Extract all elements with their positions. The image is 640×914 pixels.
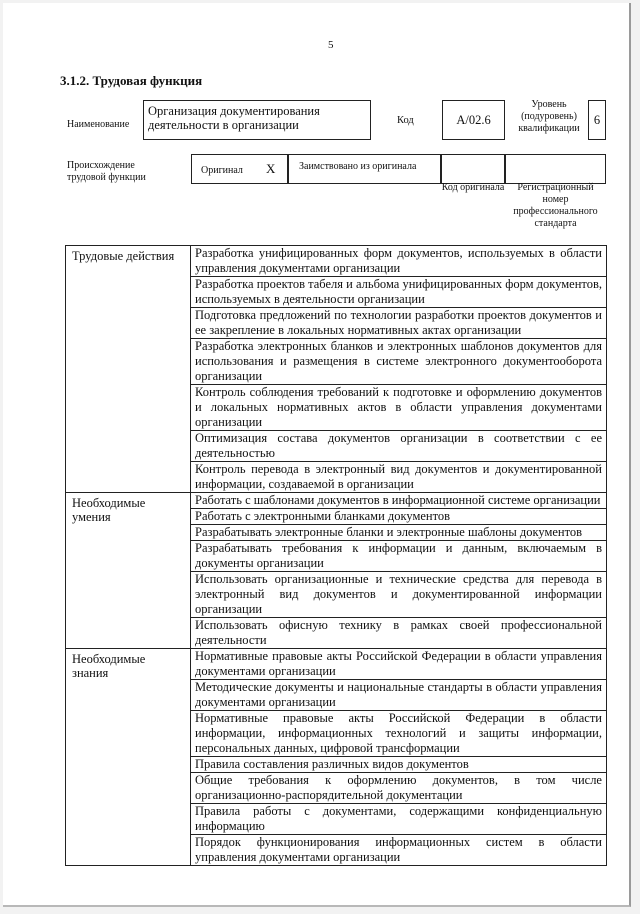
required-skills-heading: Необходимые умения	[66, 493, 191, 649]
required-knowledge-item: Порядок функционирования информационных систем в области управления документами организации	[191, 835, 607, 866]
original-mark: X	[266, 161, 276, 176]
original-label: Оригинал	[201, 165, 243, 176]
required-knowledge-item: Общие требования к оформлению документов, в том числе организационно-распорядительной документации	[191, 773, 607, 804]
origin-label: Происхождение трудовой функции	[67, 160, 146, 183]
code-label: Код	[397, 115, 414, 126]
table-row	[66, 246, 607, 277]
required-knowledge-heading: Необходимые знания	[66, 649, 191, 866]
required-skills-item: Работать с электронными бланками документов	[191, 509, 607, 525]
qualification-level-label: Уровень (подуровень) квалификации	[518, 99, 580, 134]
required-skills-item: Разрабатывать электронные бланки и электронные шаблоны документов	[191, 525, 607, 541]
page-number: 5	[328, 39, 334, 51]
required-knowledge-item: Методические документы и национальные стандарты в области управления документами организации	[191, 680, 607, 711]
qualification-level-value: 6	[588, 100, 606, 140]
required-skills-item: Разрабатывать требования к информации и данным, включаемым в документы организации	[191, 541, 607, 572]
original-code-label: Код оригинала	[441, 182, 505, 193]
required-knowledge-item: Правила работы с документами, содержащими конфиденциальную информацию	[191, 804, 607, 835]
required-knowledge-item: Правила составления различных видов документов	[191, 757, 607, 773]
labor-actions-item: Оптимизация состава документов организации в соответствии с ее деятельностью	[191, 431, 607, 462]
document-page	[3, 3, 631, 907]
required-skills-item: Использовать организационные и технические средства для перевода в электронный вид документов и документированной информации организации	[191, 572, 607, 618]
name-label: Наименование	[67, 119, 130, 130]
reg-number-cell	[505, 154, 606, 184]
reg-number-label: Регистрационный номер профессионального стандарта	[513, 182, 598, 229]
required-skills-item: Работать с шаблонами документов в информационной системе организации	[191, 493, 607, 509]
labor-actions-item: Подготовка предложений по технологии разработки проектов документов и ее закрепление в локальных нормативных актах организации	[191, 308, 607, 339]
required-knowledge-item: Нормативные правовые акты Российской Федерации в области управления документами организации	[191, 649, 607, 680]
table-row	[66, 649, 607, 680]
code-value: A/02.6	[442, 100, 505, 140]
labor-actions-item: Разработка электронных бланков и электронных шаблонов документов для использования и размещения в системе электронного документооборота организации	[191, 339, 607, 385]
labor-actions-item: Контроль соблюдения требований к подготовке и оформлению документов и локальных нормативных актов в области управления документами организации	[191, 385, 607, 431]
labor-actions-item: Разработка проектов табеля и альбома унифицированных форм документов, используемых в деятельности организации	[191, 277, 607, 308]
borrowed-label: Заимствовано из оригинала	[288, 154, 441, 184]
required-skills-item: Использовать офисную технику в рамках своей профессиональной деятельности	[191, 618, 607, 649]
labor-actions-heading: Трудовые действия	[66, 246, 191, 493]
function-name-value: Организация документирования деятельности в организации	[143, 100, 371, 140]
labor-function-table	[65, 245, 607, 866]
original-code-cell	[441, 154, 505, 184]
table-row	[66, 493, 607, 509]
labor-actions-item: Разработка унифицированных форм документов, используемых в области управления документами организации	[191, 246, 607, 277]
section-title: 3.1.2. Трудовая функция	[60, 73, 203, 88]
required-knowledge-item: Нормативные правовые акты Российской Федерации в области информации, информационных технологий и защиты информации, персональных данных, цифровой трансформации	[191, 711, 607, 757]
labor-actions-item: Контроль перевода в электронный вид документов и документированной информации, создаваемой в организации	[191, 462, 607, 493]
